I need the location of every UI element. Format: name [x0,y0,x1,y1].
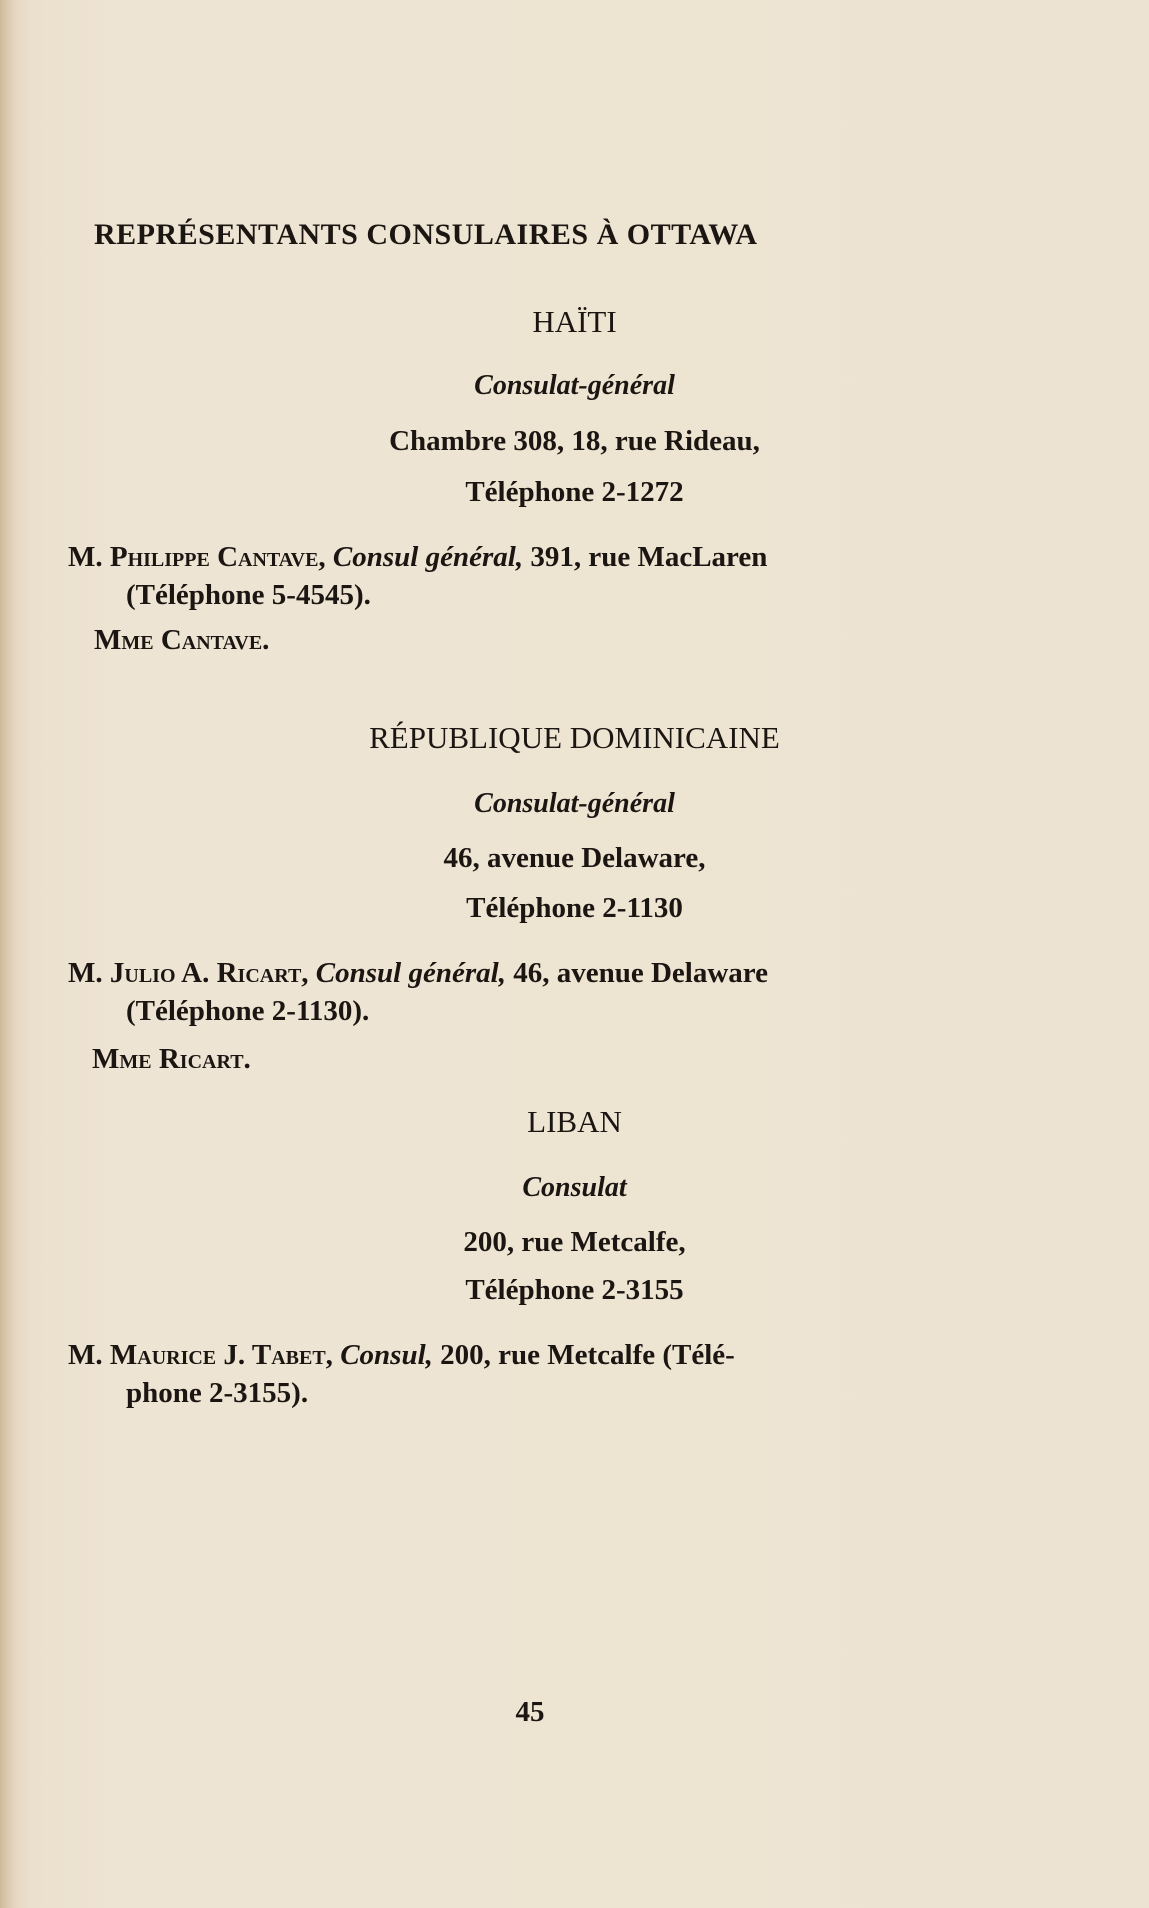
entry-prefix: M. [68,541,103,573]
consul-entry [68,538,968,659]
consul-name: Maurice J. Tabet, [109,1339,333,1371]
country-heading-lebanon [0,1104,1149,1140]
country-name: LIBAN [527,1104,622,1139]
consul-title: Consul, [340,1339,433,1371]
office-phone: Téléphone 2-1130 [466,892,683,924]
office-address: 46, avenue Delaware, [443,842,706,874]
entry-prefix: M. [68,957,103,989]
office-phone: Téléphone 2-1272 [465,476,684,508]
office-type: Consulat-général [474,370,675,401]
country-name: HAÏTI [532,304,617,339]
country-heading-haiti [0,304,1149,340]
consul-title: Consul général, [332,541,524,573]
consul-phone: phone 2-3155). [126,1377,309,1409]
country-name: RÉPUBLIQUE DOMINICAINE [369,720,780,755]
page-heading: REPRÉSENTANTS CONSULAIRES À OTTAWA [94,218,758,251]
consul-phone: (Téléphone 5-4545). [126,579,371,611]
consul-entry [68,1336,968,1412]
consul-address: 46, avenue Delaware [513,957,769,989]
consul-title: Consul général, [315,957,506,989]
consul-phone: (Téléphone 2-1130). [126,995,370,1027]
spouse-name: Mme Ricart. [92,1043,251,1075]
consul-address: 200, rue Metcalfe (Télé- [440,1339,735,1371]
office-address: Chambre 308, 18, rue Rideau, [389,425,760,457]
consul-name: Philippe Cantave, [109,541,326,573]
office-type: Consulat [522,1172,627,1203]
consul-name: Julio A. Ricart, [109,957,309,989]
country-heading-dominican-republic [0,720,1149,756]
entry-prefix: M. [68,1339,103,1371]
office-type: Consulat-général [474,788,675,819]
office-phone: Téléphone 2-3155 [465,1274,684,1306]
consul-address: 391, rue MacLaren [530,541,768,573]
consul-entry [68,954,968,1078]
office-address: 200, rue Metcalfe, [463,1226,686,1258]
page-number: 45 [515,1696,545,1728]
spouse-name: Mme Cantave. [94,624,270,656]
